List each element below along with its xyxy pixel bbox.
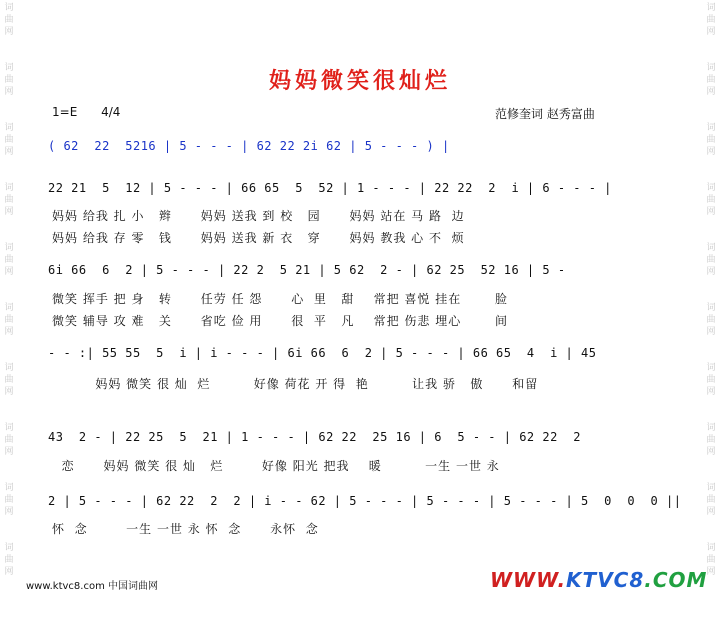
- footer-logo-part: .COM: [644, 568, 708, 592]
- lyrics-row-3-verse-2: 微笑 辅导 攻 难 关 省吃 俭 用 很 平 凡 常把 伤悲 埋心 间: [52, 314, 508, 328]
- watermark-mark: 词曲网: [706, 183, 716, 217]
- watermark-mark: 词曲网: [706, 243, 716, 277]
- watermark-mark: 词曲网: [4, 423, 14, 457]
- watermark-mark: 词曲网: [4, 183, 14, 217]
- watermark-mark: 词曲网: [706, 303, 716, 337]
- footer-logo-part: KTVC8: [566, 568, 645, 592]
- watermark-mark: 词曲网: [4, 303, 14, 337]
- lyrics-row-2-verse-2: 妈妈 给我 存 零 钱 妈妈 送我 新 衣 穿 妈妈 教我 心 不 烦: [52, 231, 465, 245]
- watermark-mark: 词曲网: [4, 123, 14, 157]
- watermark-mark: 词曲网: [4, 243, 14, 277]
- watermark-mark: 词曲网: [4, 543, 14, 577]
- watermark-mark: 词曲网: [706, 423, 716, 457]
- watermark-mark: 词曲网: [4, 363, 14, 397]
- key-time-signature: [52, 105, 120, 119]
- watermark-mark: 词曲网: [706, 543, 716, 577]
- song-title: 妈妈微笑很灿烂: [268, 69, 451, 94]
- notation-row-5: 43 2 - | 22 25 5 21 | 1 - - - | 62 22 25 16 | 6 5 - - | 62 22 2: [48, 430, 581, 444]
- notation-row-6: 2 | 5 - - - | 62 22 2 2 | i - - 62 | 5 - - - | 5 - - - | 5 - - - | 5 0 0 0 ||: [48, 494, 682, 508]
- watermark-mark: 词曲网: [706, 483, 716, 517]
- watermark-mark: 词曲网: [706, 363, 716, 397]
- lyrics-row-2-verse-1: 妈妈 给我 扎 小 辫 妈妈 送我 到 校 园 妈妈 站在 马 路 边: [52, 209, 465, 223]
- watermark-mark: 词曲网: [706, 123, 716, 157]
- key-signature: 1=E: [52, 105, 78, 119]
- notation-row-2: 22 21 5 12 | 5 - - - | 66 65 5 52 | 1 - - - | 22 22 2 i | 6 - - - |: [48, 181, 612, 195]
- intro-notation-row: ( 62 22 5216 | 5 - - - | 62 22 2i 62 | 5 - - - ) |: [48, 139, 450, 153]
- watermark-mark: 词曲网: [706, 63, 716, 97]
- watermark-mark: 词曲网: [4, 3, 14, 37]
- composer-credit: 范修奎词 赵秀富曲: [495, 107, 595, 121]
- watermark-mark: 词曲网: [4, 63, 14, 97]
- footer-logo: [490, 568, 707, 592]
- lyrics-row-4: 妈妈 微笑 很 灿 烂 好像 荷花 开 得 艳 让我 骄 傲 和留: [52, 377, 539, 391]
- watermark-mark: 词曲网: [706, 3, 716, 37]
- lyrics-row-3-verse-1: 微笑 挥手 把 身 转 任劳 任 怨 心 里 甜 常把 喜悦 挂在 脸: [52, 292, 508, 306]
- footer-site-text: www.ktvc8.com 中国词曲网: [26, 581, 159, 592]
- lyrics-row-5: 恋 妈妈 微笑 很 灿 烂 好像 阳光 把我 暖 一生 一世 永: [52, 459, 500, 473]
- notation-row-3: 6i 66 6 2 | 5 - - - | 22 2 5 21 | 5 62 2 - | 62 25 52 16 | 5 -: [48, 263, 566, 277]
- notation-row-4: - - :| 55 55 5 i | i - - - | 6i 66 6 2 | 5 - - - | 66 65 4 i | 45: [48, 346, 597, 360]
- lyrics-row-6: 怀 念 一生 一世 永 怀 念 永怀 念: [52, 522, 319, 536]
- watermark-mark: 词曲网: [4, 483, 14, 517]
- footer-logo-part: WWW.: [490, 568, 567, 592]
- time-signature: 4/4: [101, 105, 121, 119]
